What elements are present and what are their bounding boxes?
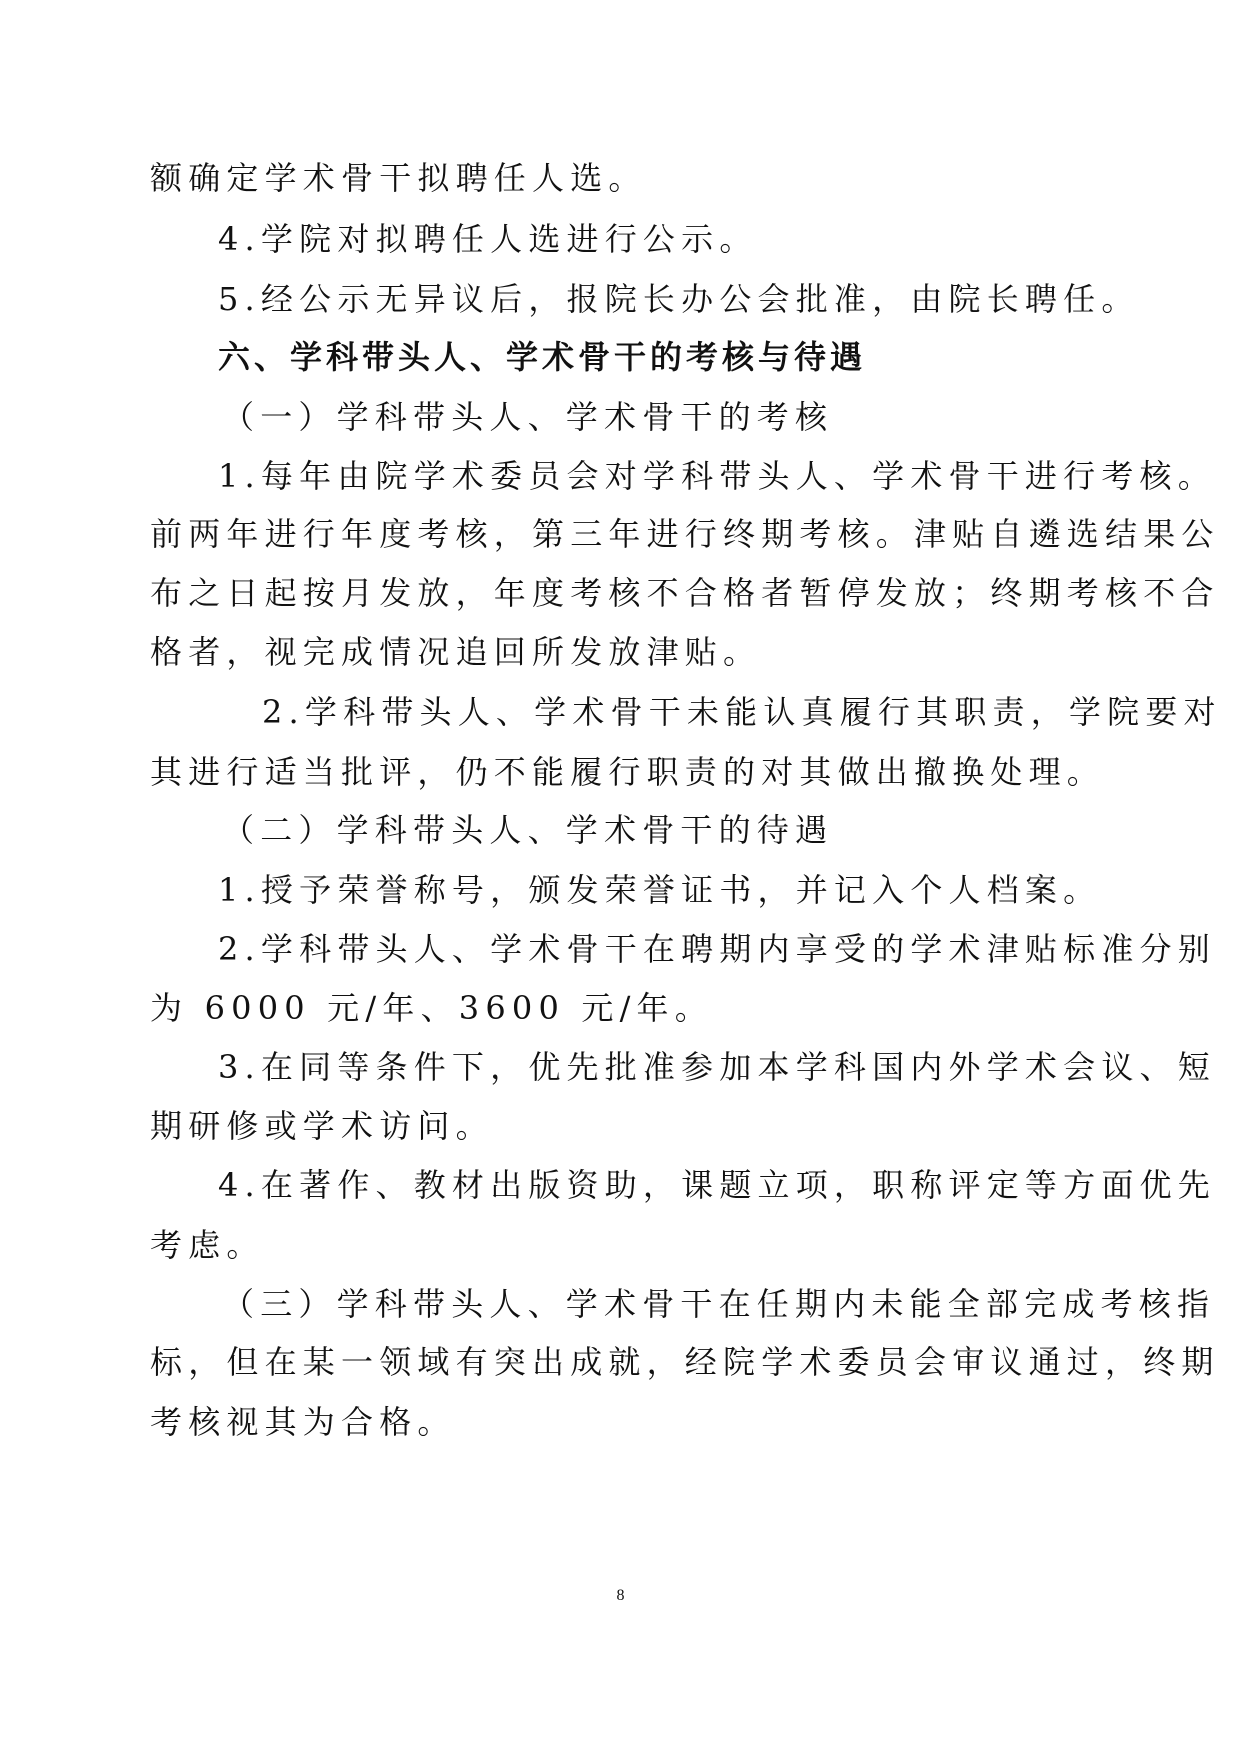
subsection-heading-1: （一）学科带头人、学术骨干的考核 bbox=[222, 398, 834, 436]
body-text-line: 额确定学术骨干拟聘任人选。 bbox=[150, 159, 647, 197]
list-item-1: 1.每年由院学术委员会对学科带头人、学术骨干进行考核。 bbox=[218, 457, 1216, 495]
body-text-line: 为 6000 元/年、3600 元/年。 bbox=[150, 989, 713, 1027]
list-item-5: 5.经公示无异议后，报院长办公会批准，由院长聘任。 bbox=[218, 280, 1140, 318]
body-text-line: 考虑。 bbox=[150, 1226, 265, 1264]
body-text-line: 标，但在某一领域有突出成就，经院学术委员会审议通过，终期 bbox=[150, 1343, 1220, 1381]
body-text-line: 期研修或学术访问。 bbox=[150, 1107, 494, 1145]
body-text-line: 前两年进行年度考核，第三年进行终期考核。津贴自遴选结果公 bbox=[150, 515, 1220, 553]
body-text-line: 考核视其为合格。 bbox=[150, 1403, 456, 1441]
section-heading-6: 六、学科带头人、学术骨干的考核与待遇 bbox=[218, 338, 867, 376]
body-text-line: 格者，视完成情况追回所发放津贴。 bbox=[150, 633, 762, 671]
body-text-line: 布之日起按月发放，年度考核不合格者暂停发放；终期考核不合 bbox=[150, 574, 1220, 612]
list-item-4: 4.在著作、教材出版资助，课题立项，职称评定等方面优先 bbox=[218, 1166, 1216, 1204]
list-item-2: 2.学科带头人、学术骨干在聘期内享受的学术津贴标准分别 bbox=[218, 930, 1216, 968]
list-item-1: 1.授予荣誉称号，颁发荣誉证书，并记入个人档案。 bbox=[218, 871, 1102, 909]
page-number: 8 bbox=[616, 1587, 625, 1604]
list-item-2: 2.学科带头人、学术骨干未能认真履行其职责，学院要对 bbox=[262, 693, 1222, 731]
body-text-line: 其进行适当批评，仍不能履行职责的对其做出撤换处理。 bbox=[150, 753, 1106, 791]
subsection-heading-3: （三）学科带头人、学术骨干在任期内未能全部完成考核指 bbox=[222, 1285, 1216, 1323]
list-item-3: 3.在同等条件下，优先批准参加本学科国内外学术会议、短 bbox=[218, 1048, 1216, 1086]
list-item-4: 4.学院对拟聘任人选进行公示。 bbox=[218, 220, 758, 258]
subsection-heading-2: （二）学科带头人、学术骨干的待遇 bbox=[222, 811, 834, 849]
